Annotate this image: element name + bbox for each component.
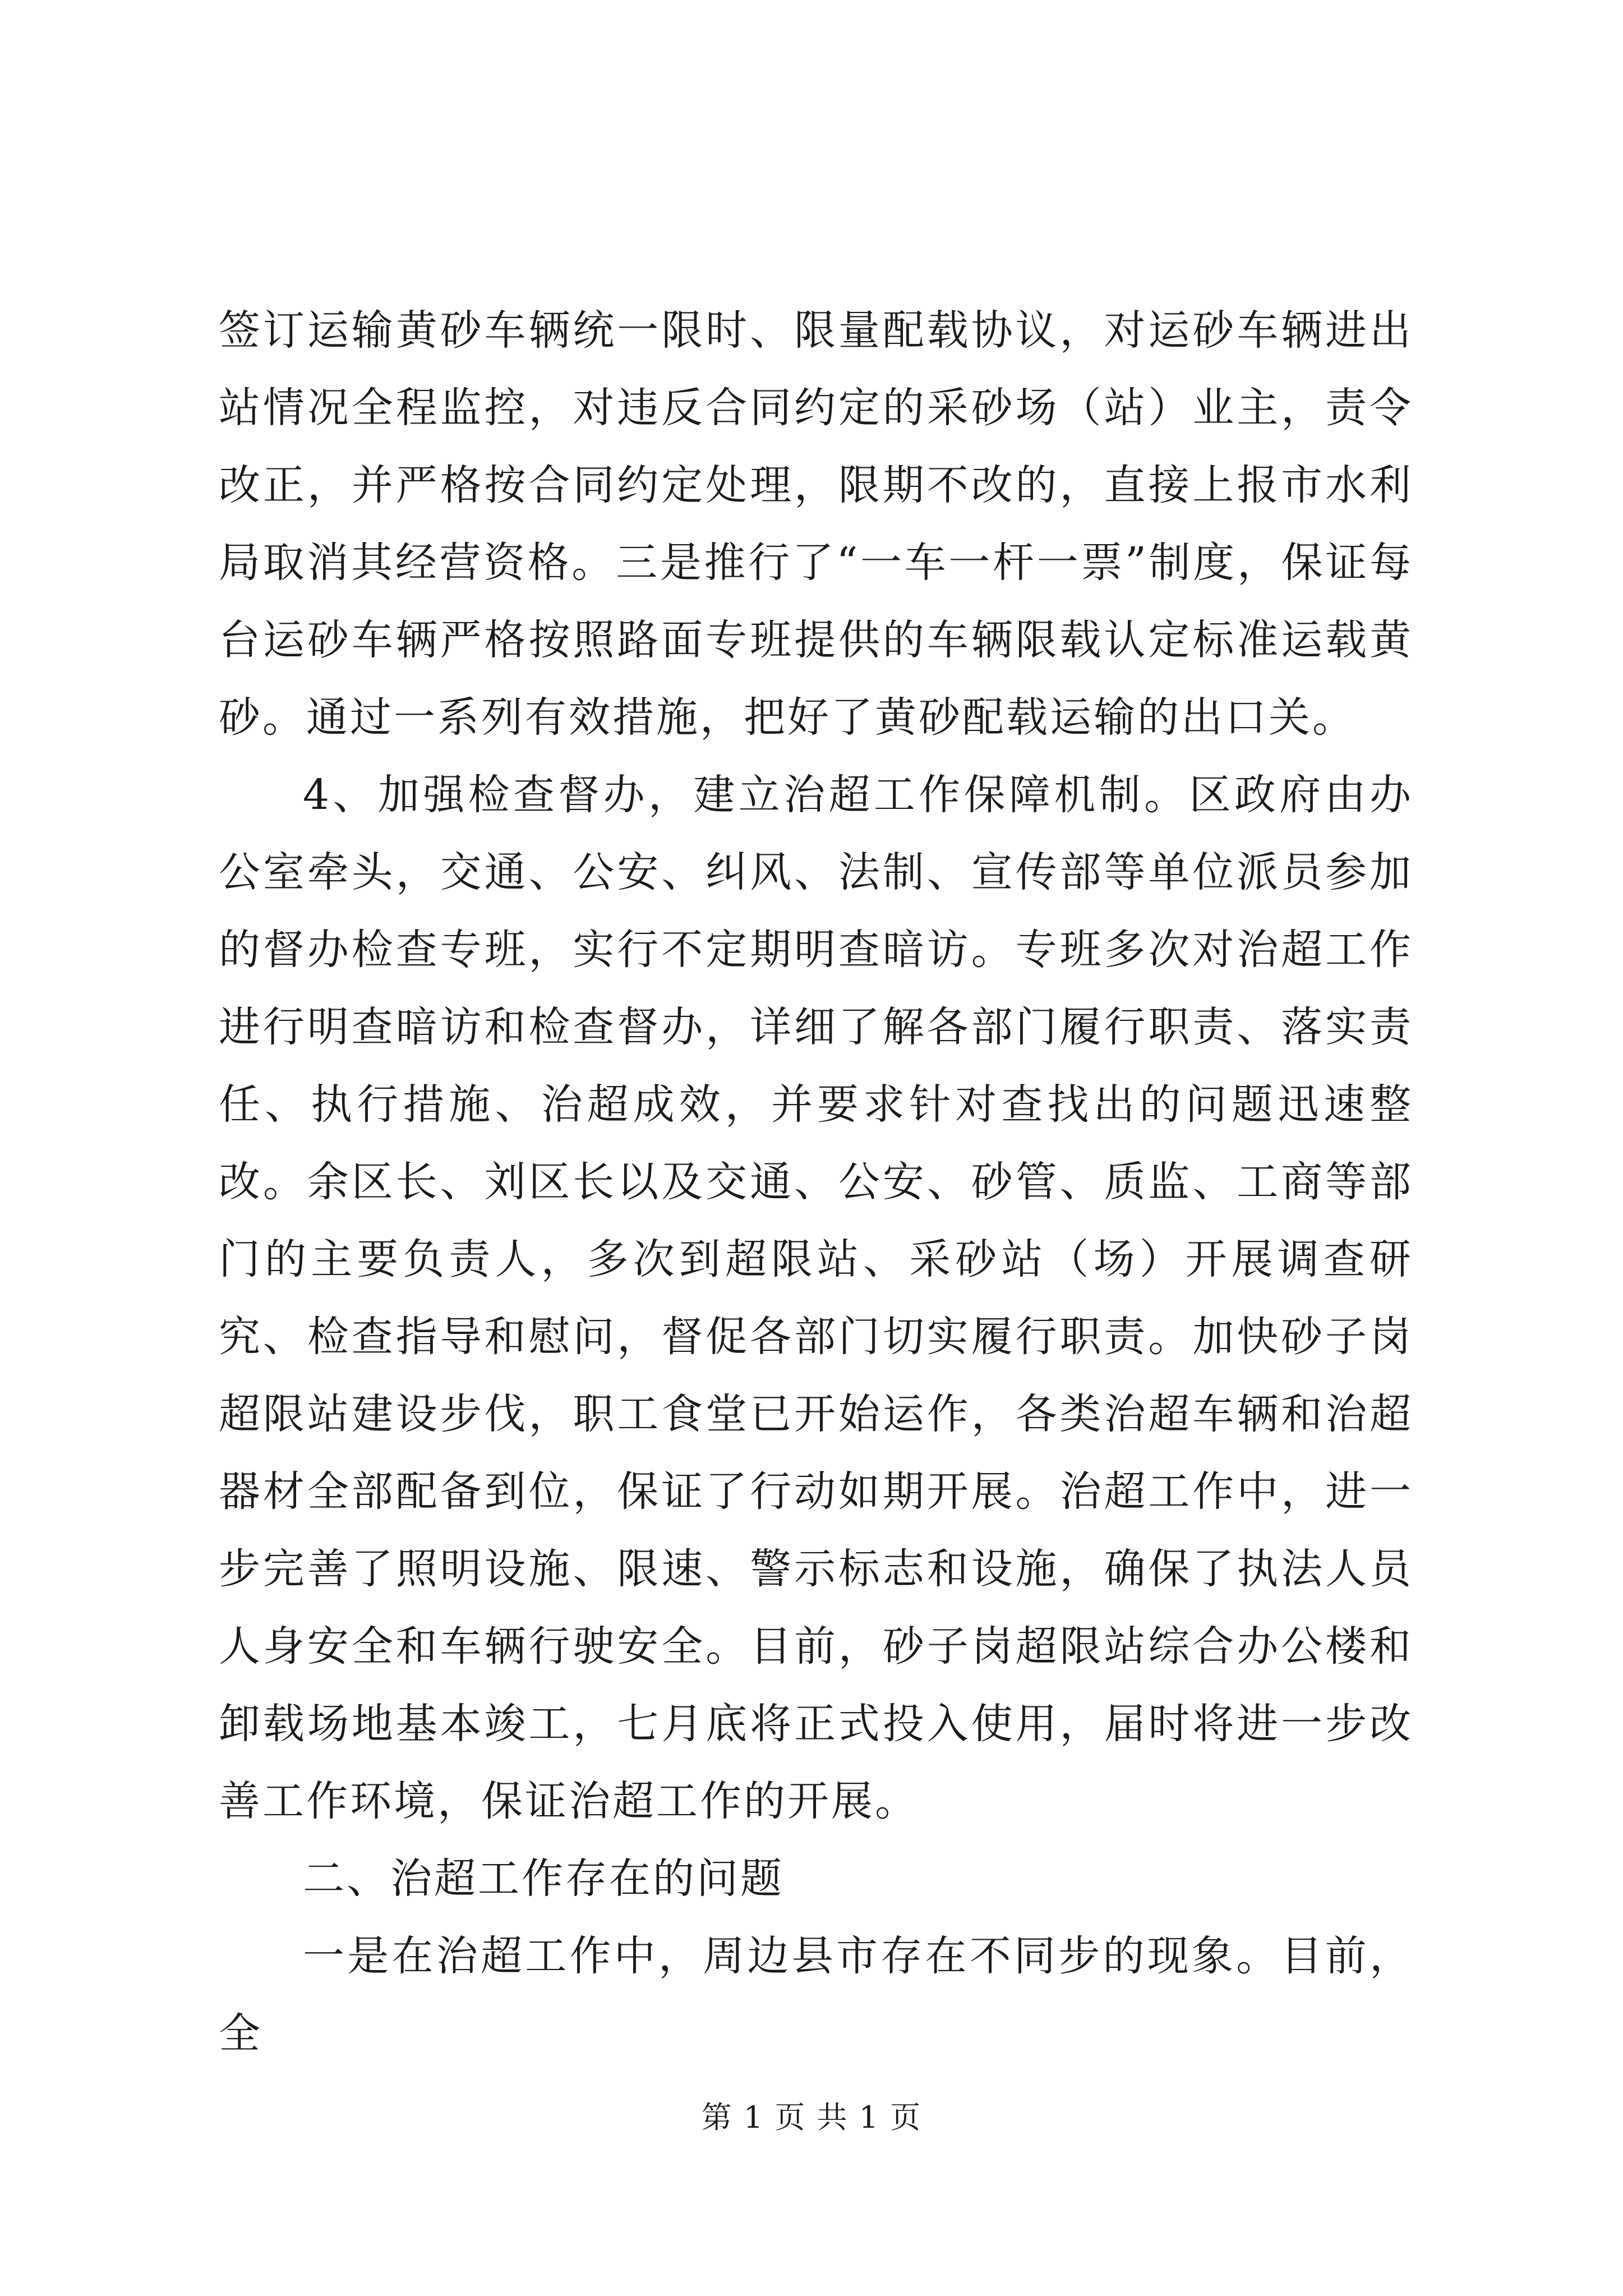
- paragraph-1: 签订运输黄砂车辆统一限时、限量配载协议，对运砂车辆进出站情况全程监控，对违反合同约定的采砂场（站）业主，责令改正，并严格按合同约定处理，限期不改的，直接上报市水利局取消其经营资格。三是推行了“一车一杆一票”制度，保证每台运砂车辆严格按照路面专班提供的车辆限载认定标准运载黄砂。通过一系列有效措施，把好了黄砂配载运输的出口关。: [219, 306, 1413, 742]
- page-number-label: 第 1 页 共 1 页: [701, 2100, 922, 2135]
- document-body: [219, 292, 1413, 2072]
- paragraph-3: 一是在治超工作中，周边县市存在不同步的现象。目前，全: [219, 1932, 1413, 2058]
- section-heading: 二、治超工作存在的问题: [303, 1855, 784, 1903]
- page-footer: [0, 2098, 1623, 2137]
- paragraph-2: 4、加强检查督办，建立治超工作保障机制。区政府由办公室牵头，交通、公安、纠风、法制、宣传部等单位派员参加的督办检查专班，实行不定期明查暗访。专班多次对治超工作进行明查暗访和检查督办，详细了解各部门履行职责、落实责任、执行措施、治超成效，并要求针对查找出的问题迅速整改。余区长、刘区长以及交通、公安、砂管、质监、工商等部门的主要负责人，多次到超限站、采砂站（场）开展调查研究、检查指导和慰问，督促各部门切实履行职责。加快砂子岗超限站建设步伐，职工食堂已开始运作，各类治超车辆和治超器材全部配备到位，保证了行动如期开展。治超工作中，进一步完善了照明设施、限速、警示标志和设施，确保了执法人员人身安全和车辆行驶安全。目前，砂子岗超限站综合办公楼和卸载场地基本竣工，七月底将正式投入使用，届时将进一步改善工作环境，保证治超工作的开展。: [219, 771, 1413, 1825]
